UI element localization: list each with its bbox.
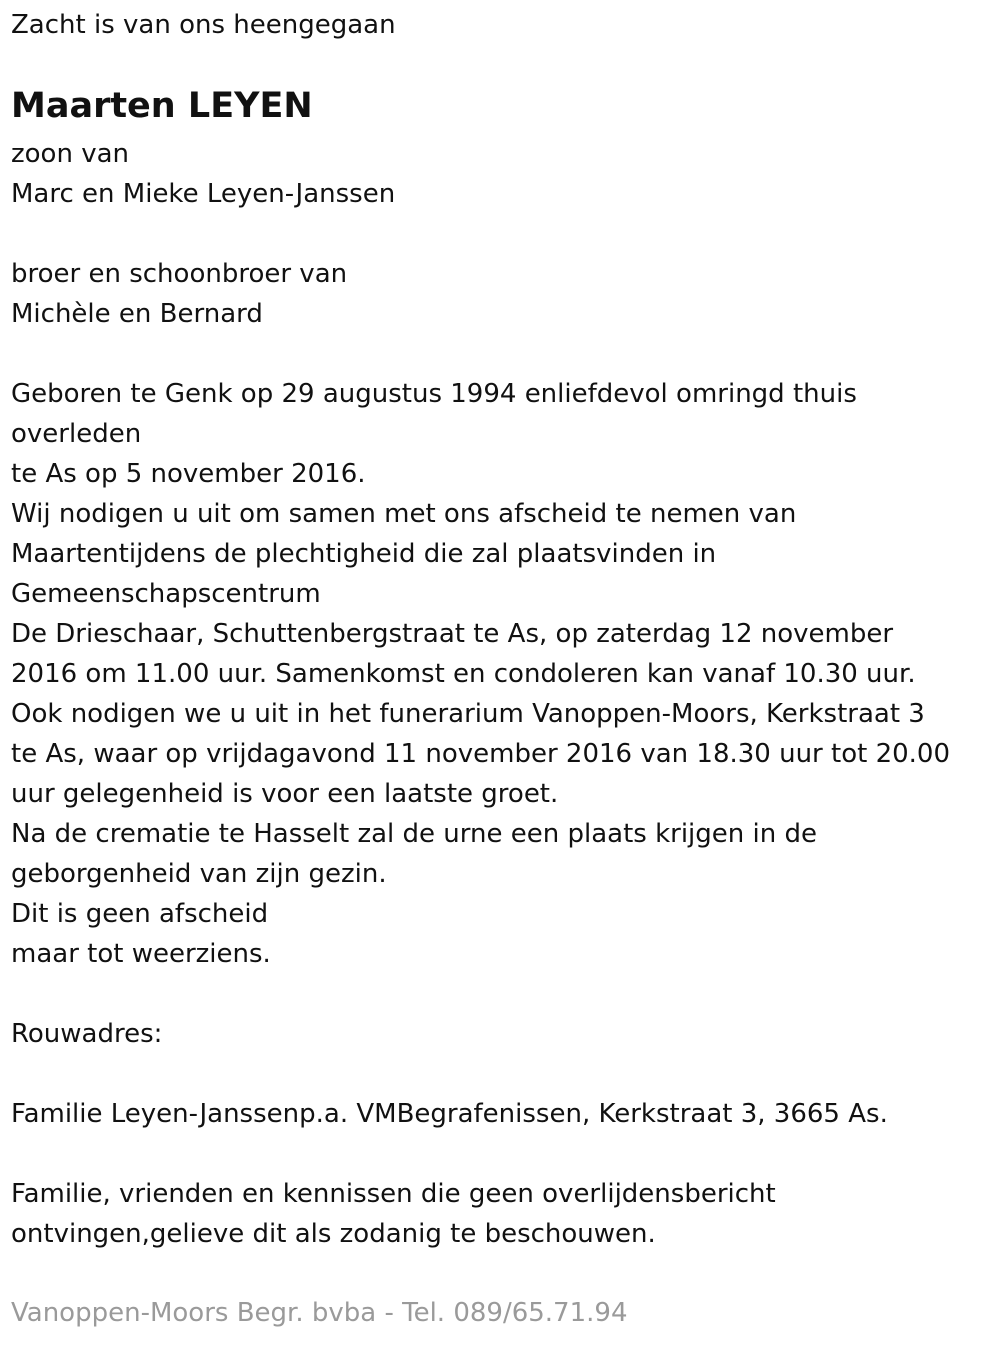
closing-line: Familie, vrienden en kennissen die geen overlijdensbericht (11, 1179, 776, 1209)
body-line: maar tot weerziens. (11, 939, 271, 969)
body-line: te As op 5 november 2016. (11, 459, 366, 489)
address-label-block (11, 1014, 162, 1054)
address-label: Rouwadres: (11, 1019, 163, 1049)
body-line: overleden (11, 419, 142, 449)
closing-line: ontvingen,gelieve dit als zodanig te beschouwen. (11, 1219, 656, 1249)
body-line: Dit is geen afscheid (11, 899, 269, 929)
parents-block (11, 134, 395, 214)
deceased-name: Maarten LEYEN (11, 86, 313, 126)
body-line: uur gelegenheid is voor een laatste groet. (11, 779, 559, 809)
notice-body (11, 374, 950, 974)
parents-names: Marc en Mieke Leyen-Janssen (11, 179, 396, 209)
mourning-address: Familie Leyen-Janssenp.a. VMBegrafenissen, Kerkstraat 3, 3665 As. (11, 1099, 888, 1129)
address-block (11, 1094, 888, 1134)
siblings-block (11, 254, 347, 334)
body-line: Wij nodigen u uit om samen met ons afscheid te nemen van (11, 499, 797, 529)
funeral-home-footer: Vanoppen-Moors Begr. bvba - Tel. 089/65.71.94 (11, 1298, 628, 1328)
body-line: geborgenheid van zijn gezin. (11, 859, 387, 889)
siblings-label: broer en schoonbroer van (11, 259, 348, 289)
siblings-names: Michèle en Bernard (11, 299, 263, 329)
body-line: Geboren te Genk op 29 augustus 1994 enliefdevol omringd thuis (11, 379, 857, 409)
body-line: 2016 om 11.00 uur. Samenkomst en condoleren kan vanaf 10.30 uur. (11, 659, 916, 689)
body-line: De Drieschaar, Schuttenbergstraat te As, op zaterdag 12 november (11, 619, 894, 649)
body-line: Gemeenschapscentrum (11, 579, 321, 609)
body-line: te As, waar op vrijdagavond 11 november 2016 van 18.30 uur tot 20.00 (11, 739, 951, 769)
parents-label: zoon van (11, 139, 130, 169)
body-line: Ook nodigen we u uit in het funerarium Vanoppen-Moors, Kerkstraat 3 (11, 699, 925, 729)
intro-text: Zacht is van ons heengegaan (11, 10, 396, 40)
body-line: Maartentijdens de plechtigheid die zal plaatsvinden in (11, 539, 717, 569)
closing-block (11, 1174, 776, 1254)
body-line: Na de crematie te Hasselt zal de urne een plaats krijgen in de (11, 819, 817, 849)
